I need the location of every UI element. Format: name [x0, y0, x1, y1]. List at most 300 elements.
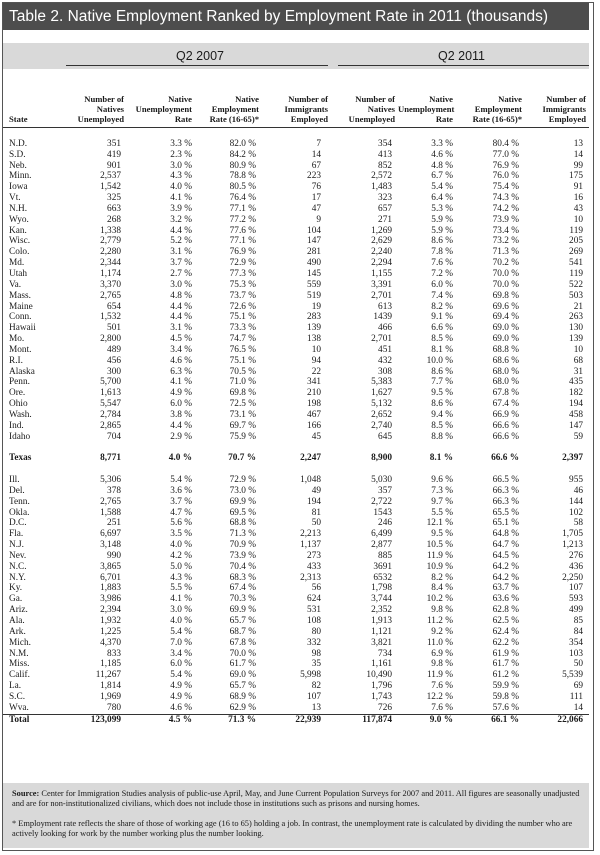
value-cell: 1,814 — [100, 681, 121, 692]
value-cell: 46 — [573, 485, 583, 496]
value-cell: 194 — [569, 399, 583, 410]
table-row — [3, 594, 589, 605]
value-cell: 62.9 % — [229, 702, 256, 713]
value-cell: 107 — [307, 691, 321, 702]
value-cell: 50 — [311, 518, 321, 529]
value-cell: 10.5 % — [426, 540, 453, 551]
state-cell: Vt. — [9, 193, 21, 204]
value-cell: 66.5 % — [492, 475, 519, 485]
value-cell: 354 — [378, 138, 392, 149]
value-cell: 436 — [569, 561, 583, 572]
value-cell: 22 — [311, 366, 321, 377]
value-cell: 8.1 % — [429, 453, 453, 464]
value-cell: 66.9 % — [492, 409, 519, 420]
table-row — [3, 432, 589, 443]
value-cell: 5,547 — [100, 399, 121, 410]
value-cell: 6.3 % — [170, 366, 192, 377]
table-row — [3, 226, 589, 237]
value-cell: 68.6 % — [492, 355, 519, 366]
value-cell: 76.9 % — [492, 160, 519, 171]
table-row — [3, 323, 589, 334]
table-row — [3, 486, 589, 497]
state-cell: Ga. — [9, 594, 23, 605]
value-cell: 2.9 % — [170, 431, 192, 442]
table-row — [3, 161, 589, 172]
value-cell: 175 — [569, 171, 583, 182]
table-row — [3, 291, 589, 302]
value-cell: 3,148 — [100, 540, 121, 551]
value-cell: 68.3 % — [229, 572, 256, 583]
value-cell: 2,779 — [100, 236, 121, 247]
value-cell: 67.8 % — [492, 388, 519, 399]
value-cell: 1,155 — [371, 268, 392, 279]
value-cell: 456 — [107, 355, 121, 366]
value-cell: 7.8 % — [431, 247, 453, 258]
table-row — [3, 345, 589, 356]
state-cell: Ill. — [9, 475, 20, 485]
value-cell: 8,900 — [371, 453, 392, 464]
value-cell: 7.0 % — [170, 637, 192, 648]
value-cell: 4.1 % — [170, 594, 192, 605]
value-cell: 84 — [573, 626, 583, 637]
table-body — [3, 128, 589, 726]
value-cell: 3.9 % — [170, 203, 192, 214]
table-row — [3, 518, 589, 529]
value-cell: 75.3 % — [229, 279, 256, 290]
state-cell: N.C. — [9, 561, 27, 572]
state-cell: Maine — [9, 301, 33, 312]
value-cell: 107 — [569, 583, 583, 594]
value-cell: 7.2 % — [431, 268, 453, 279]
value-cell: 7.7 % — [431, 377, 453, 388]
value-cell: 147 — [307, 236, 321, 247]
state-cell: N.M. — [9, 648, 29, 659]
state-cell: Va. — [9, 279, 22, 290]
value-cell: 1,883 — [100, 583, 121, 594]
value-cell: 62.8 % — [492, 605, 519, 616]
value-cell: 3,865 — [100, 561, 121, 572]
value-cell: 81 — [311, 507, 321, 518]
value-cell: 5.6 % — [170, 518, 192, 529]
value-cell: 251 — [107, 518, 121, 529]
value-cell: 2,344 — [100, 258, 121, 269]
col-header-unemployed-2007: Number of Natives Unemployed — [63, 79, 127, 128]
value-cell: 1,532 — [100, 312, 121, 323]
value-cell: 78.8 % — [229, 171, 256, 182]
value-cell: 5.4 % — [431, 182, 453, 193]
state-cell: Hawaii — [9, 323, 36, 334]
value-cell: 117,874 — [331, 714, 398, 725]
value-cell: 2,250 — [562, 572, 583, 583]
value-cell: 31 — [573, 366, 583, 377]
value-cell: 955 — [569, 475, 583, 485]
state-cell: Colo. — [9, 247, 30, 258]
value-cell: 357 — [378, 485, 392, 496]
value-cell: 47 — [311, 203, 321, 214]
value-cell: 69.9 % — [229, 496, 256, 507]
value-cell: 10,490 — [366, 670, 392, 681]
state-cell: Kan. — [9, 225, 27, 236]
footnote: * Employment rate reflects the share of those of working age (16 to 65) holding a job. In contrast, the unemployment rate is calculated by dividing the number who are actively looking for work by the number working plus the number looking. — [12, 818, 573, 838]
value-cell: 4.9 % — [170, 388, 192, 399]
value-cell: 8.6 % — [431, 399, 453, 410]
value-cell: 14 — [573, 702, 583, 713]
value-cell: 61.9 % — [492, 648, 519, 659]
value-cell: 123,099 — [63, 714, 127, 725]
value-cell: 77.1 % — [229, 236, 256, 247]
value-cell: 4.9 % — [170, 691, 192, 702]
value-cell: 489 — [107, 344, 121, 355]
value-cell: 111 — [569, 691, 583, 702]
value-cell: 77.1 % — [229, 203, 256, 214]
value-cell: 73.9 % — [229, 550, 256, 561]
value-cell: 1,588 — [100, 507, 121, 518]
value-cell: 5,306 — [100, 475, 121, 485]
period-label-2007: Q2 2007 — [176, 49, 224, 63]
value-cell: 8.6 % — [431, 236, 453, 247]
col-header-emp-rate-2007: Native Employment Rate (16-65)* — [195, 79, 262, 128]
value-cell: 2,294 — [371, 258, 392, 269]
value-cell: 413 — [378, 149, 392, 160]
state-cell: D.C. — [9, 518, 27, 529]
value-cell: 119 — [569, 225, 583, 236]
value-cell: 3691 — [373, 561, 392, 572]
value-cell: 16 — [573, 193, 583, 204]
value-cell: 108 — [307, 615, 321, 626]
value-cell: 5.4 % — [170, 475, 192, 485]
table-row — [3, 247, 589, 258]
value-cell: 75.1 % — [229, 312, 256, 323]
table-row — [3, 562, 589, 573]
state-cell: Md. — [9, 258, 25, 269]
value-cell: 4.6 % — [170, 702, 192, 713]
source-note — [12, 789, 581, 810]
value-cell: 76.5 % — [229, 344, 256, 355]
value-cell: 119 — [569, 268, 583, 279]
value-cell: 11.0 % — [427, 637, 453, 648]
table-row — [3, 334, 589, 345]
value-cell: 5.9 % — [431, 225, 453, 236]
value-cell: 73.3 % — [229, 323, 256, 334]
value-cell: 6.0 % — [431, 279, 453, 290]
col-header-immigrants-2007: Number of Immigrants Employed — [262, 79, 331, 128]
state-cell: Ariz. — [9, 605, 28, 616]
value-cell: 9.1 % — [431, 312, 453, 323]
table-row — [3, 638, 589, 649]
table-row — [3, 475, 589, 486]
state-cell: Wva. — [9, 702, 29, 713]
spacer-row — [3, 442, 589, 453]
value-cell: 5.5 % — [431, 507, 453, 518]
value-cell: 9.8 % — [431, 659, 453, 670]
value-cell: 68.0 % — [492, 366, 519, 377]
value-cell: 73.1 % — [229, 409, 256, 420]
value-cell: 64.7 % — [492, 540, 519, 551]
value-cell: 451 — [378, 344, 392, 355]
value-cell: 246 — [378, 518, 392, 529]
period-rule-2011 — [338, 65, 589, 66]
value-cell: 6.4 % — [431, 193, 453, 204]
table-row — [3, 659, 589, 670]
value-cell: 144 — [569, 496, 583, 507]
value-cell: 1,225 — [100, 626, 121, 637]
value-cell: 435 — [569, 377, 583, 388]
value-cell: 378 — [107, 485, 121, 496]
value-cell: 68.7 % — [229, 626, 256, 637]
value-cell: 68.0 % — [492, 377, 519, 388]
value-cell: 72.5 % — [229, 399, 256, 410]
value-cell: 351 — [107, 138, 121, 149]
table-row — [3, 583, 589, 594]
col-header-immigrants-2011: Number of Immigrants Employed — [525, 79, 589, 128]
value-cell: 1,969 — [100, 691, 121, 702]
value-cell: 531 — [307, 605, 321, 616]
value-cell: 10.0 % — [426, 355, 453, 366]
value-cell: 1,161 — [371, 659, 392, 670]
state-cell: Mont. — [9, 344, 32, 355]
value-cell: 65.5 % — [492, 507, 519, 518]
value-cell: 4.4 % — [170, 225, 192, 236]
table-row — [3, 388, 589, 399]
value-cell: 4.0 % — [170, 615, 192, 626]
value-cell: 67.4 % — [492, 399, 519, 410]
value-cell: 2.7 % — [170, 268, 192, 279]
value-cell: 1,542 — [100, 182, 121, 193]
state-cell: Ind. — [9, 420, 24, 431]
source-label: Source: — [12, 789, 40, 798]
table-row — [3, 193, 589, 204]
value-cell: 2,240 — [371, 247, 392, 258]
state-cell: N.Y. — [9, 572, 26, 583]
value-cell: 68 — [573, 355, 583, 366]
value-cell: 5.5 % — [170, 583, 192, 594]
value-cell: 1,913 — [371, 615, 392, 626]
value-cell: 3.0 % — [170, 160, 192, 171]
value-cell: 3,986 — [100, 594, 121, 605]
value-cell: 11,267 — [95, 670, 121, 681]
col-header-emp-rate-2011: Native Employment Rate (16-65)* — [456, 79, 525, 128]
value-cell: 138 — [307, 334, 321, 345]
value-cell: 70.3 % — [229, 594, 256, 605]
value-cell: 59.9 % — [492, 681, 519, 692]
state-cell: La. — [9, 681, 22, 692]
value-cell: 4.4 % — [170, 312, 192, 323]
value-cell: 70.0 % — [229, 648, 256, 659]
value-cell: 8.8 % — [431, 431, 453, 442]
value-cell: 2,765 — [100, 496, 121, 507]
state-cell: Wash. — [9, 409, 32, 420]
value-cell: 66.6 % — [492, 420, 519, 431]
state-cell: Mich. — [9, 637, 31, 648]
value-cell: 624 — [307, 594, 321, 605]
value-cell: 7.4 % — [431, 290, 453, 301]
value-cell: 433 — [307, 561, 321, 572]
value-cell: 3.3 % — [431, 138, 453, 149]
table-row — [3, 182, 589, 193]
state-cell: R.I. — [9, 355, 23, 366]
value-cell: 1,174 — [100, 268, 121, 279]
table-row — [3, 692, 589, 703]
value-cell: 82 — [311, 681, 321, 692]
value-cell: 166 — [307, 420, 321, 431]
value-cell: 22,939 — [262, 714, 331, 725]
state-cell: Tenn. — [9, 496, 30, 507]
value-cell: 76.0 % — [492, 171, 519, 182]
value-cell: 432 — [378, 355, 392, 366]
value-cell: 4.3 % — [170, 171, 192, 182]
state-cell: Mass. — [9, 290, 31, 301]
value-cell: 5.3 % — [431, 203, 453, 214]
value-cell: 8.6 % — [431, 366, 453, 377]
value-cell: 8,771 — [100, 453, 121, 464]
value-cell: 9.0 % — [398, 714, 456, 725]
value-cell: 2,280 — [100, 247, 121, 258]
value-cell: 69.8 % — [229, 388, 256, 399]
value-cell: 102 — [569, 507, 583, 518]
value-cell: 147 — [569, 420, 583, 431]
value-cell: 19 — [311, 301, 321, 312]
value-cell: 1,338 — [100, 225, 121, 236]
table-row — [3, 497, 589, 508]
value-cell: 663 — [107, 203, 121, 214]
value-cell: 3.3 % — [170, 138, 192, 149]
value-cell: 5.4 % — [170, 670, 192, 681]
value-cell: 323 — [378, 193, 392, 204]
state-cell: Nev. — [9, 550, 27, 561]
value-cell: 45 — [311, 431, 321, 442]
value-cell: 65.7 % — [229, 681, 256, 692]
value-cell: 5,998 — [300, 670, 321, 681]
value-cell: 10.9 % — [426, 561, 453, 572]
value-cell: 10 — [311, 344, 321, 355]
value-cell: 10 — [573, 214, 583, 225]
value-cell: 62.2 % — [492, 637, 519, 648]
value-cell: 1439 — [373, 312, 392, 323]
value-cell: 99 — [573, 160, 583, 171]
value-cell: 4.5 % — [170, 334, 192, 345]
value-cell: 61.7 % — [492, 659, 519, 670]
value-cell: 4.8 % — [170, 290, 192, 301]
value-cell: 6,697 — [100, 529, 121, 540]
value-cell: 519 — [307, 290, 321, 301]
value-cell: 7 — [316, 138, 321, 149]
value-cell: 6532 — [373, 572, 392, 583]
value-cell: 2,877 — [371, 540, 392, 551]
value-cell: 704 — [107, 431, 121, 442]
table-row — [3, 529, 589, 540]
value-cell: 354 — [569, 637, 583, 648]
value-cell: 3.4 % — [170, 648, 192, 659]
value-cell: 9.8 % — [431, 605, 453, 616]
value-cell: 2,313 — [300, 572, 321, 583]
value-cell: 613 — [378, 301, 392, 312]
value-cell: 8.5 % — [431, 334, 453, 345]
table-row — [3, 410, 589, 421]
value-cell: 194 — [307, 496, 321, 507]
table-row — [3, 551, 589, 562]
value-cell: 64.2 % — [492, 561, 519, 572]
value-cell: 541 — [569, 258, 583, 269]
value-cell: 734 — [378, 648, 392, 659]
value-cell: 73.2 % — [492, 236, 519, 247]
state-cell: Wisc. — [9, 236, 31, 247]
state-cell: Ore. — [9, 388, 26, 399]
value-cell: 269 — [569, 247, 583, 258]
state-cell: Iowa — [9, 182, 28, 193]
value-cell: 4.8 % — [431, 160, 453, 171]
value-cell: 43 — [573, 203, 583, 214]
value-cell: 263 — [569, 312, 583, 323]
value-cell: 77.2 % — [229, 214, 256, 225]
value-cell: 1,121 — [371, 626, 392, 637]
value-cell: 139 — [569, 334, 583, 345]
value-cell: 77.6 % — [229, 225, 256, 236]
value-cell: 71.0 % — [229, 377, 256, 388]
value-cell: 1,743 — [371, 691, 392, 702]
value-cell: 59 — [573, 431, 583, 442]
value-cell: 69.4 % — [492, 312, 519, 323]
table-row — [3, 171, 589, 182]
value-cell: 11.9 % — [427, 670, 453, 681]
value-cell: 901 — [107, 160, 121, 171]
value-cell: 68.8 % — [492, 344, 519, 355]
texas-row — [3, 453, 589, 464]
value-cell: 69.7 % — [229, 420, 256, 431]
value-cell: 70.0 % — [492, 279, 519, 290]
value-cell: 833 — [107, 648, 121, 659]
value-cell: 69.0 % — [492, 323, 519, 334]
value-cell: 69.9 % — [229, 605, 256, 616]
state-cell: Utah — [9, 268, 28, 279]
state-cell: Idaho — [9, 431, 31, 442]
value-cell: 559 — [307, 279, 321, 290]
value-cell: 64.8 % — [492, 529, 519, 540]
state-cell: S.C. — [9, 691, 26, 702]
value-cell: 74.7 % — [229, 334, 256, 345]
value-cell: 2,784 — [100, 409, 121, 420]
value-cell: 57.6 % — [492, 702, 519, 713]
value-cell: 85 — [573, 615, 583, 626]
value-cell: 5,700 — [100, 377, 121, 388]
value-cell: 2,865 — [100, 420, 121, 431]
value-cell: 1,185 — [100, 659, 121, 670]
value-cell: 66.3 % — [492, 496, 519, 507]
value-cell: 71.3 % — [229, 529, 256, 540]
state-cell: Neb. — [9, 160, 27, 171]
value-cell: 13 — [311, 702, 321, 713]
value-cell: 8.1 % — [431, 344, 453, 355]
state-cell: Del. — [9, 485, 25, 496]
value-cell: 35 — [311, 659, 321, 670]
table-row — [3, 204, 589, 215]
table-row — [3, 670, 589, 681]
state-cell: Conn. — [9, 312, 32, 323]
value-cell: 467 — [307, 409, 321, 420]
value-cell: 7.3 % — [431, 485, 453, 496]
value-cell: 5,132 — [371, 399, 392, 410]
value-cell: 8.4 % — [431, 583, 453, 594]
period-label-2011: Q2 2011 — [437, 49, 486, 63]
value-cell: 1,048 — [300, 475, 321, 485]
table-row — [3, 703, 589, 714]
value-cell: 2,629 — [371, 236, 392, 247]
table-row — [3, 150, 589, 161]
value-cell: 80 — [311, 626, 321, 637]
value-cell: 74.3 % — [492, 193, 519, 204]
value-cell: 419 — [107, 149, 121, 160]
table-row — [3, 356, 589, 367]
state-cell: Minn. — [9, 171, 32, 182]
